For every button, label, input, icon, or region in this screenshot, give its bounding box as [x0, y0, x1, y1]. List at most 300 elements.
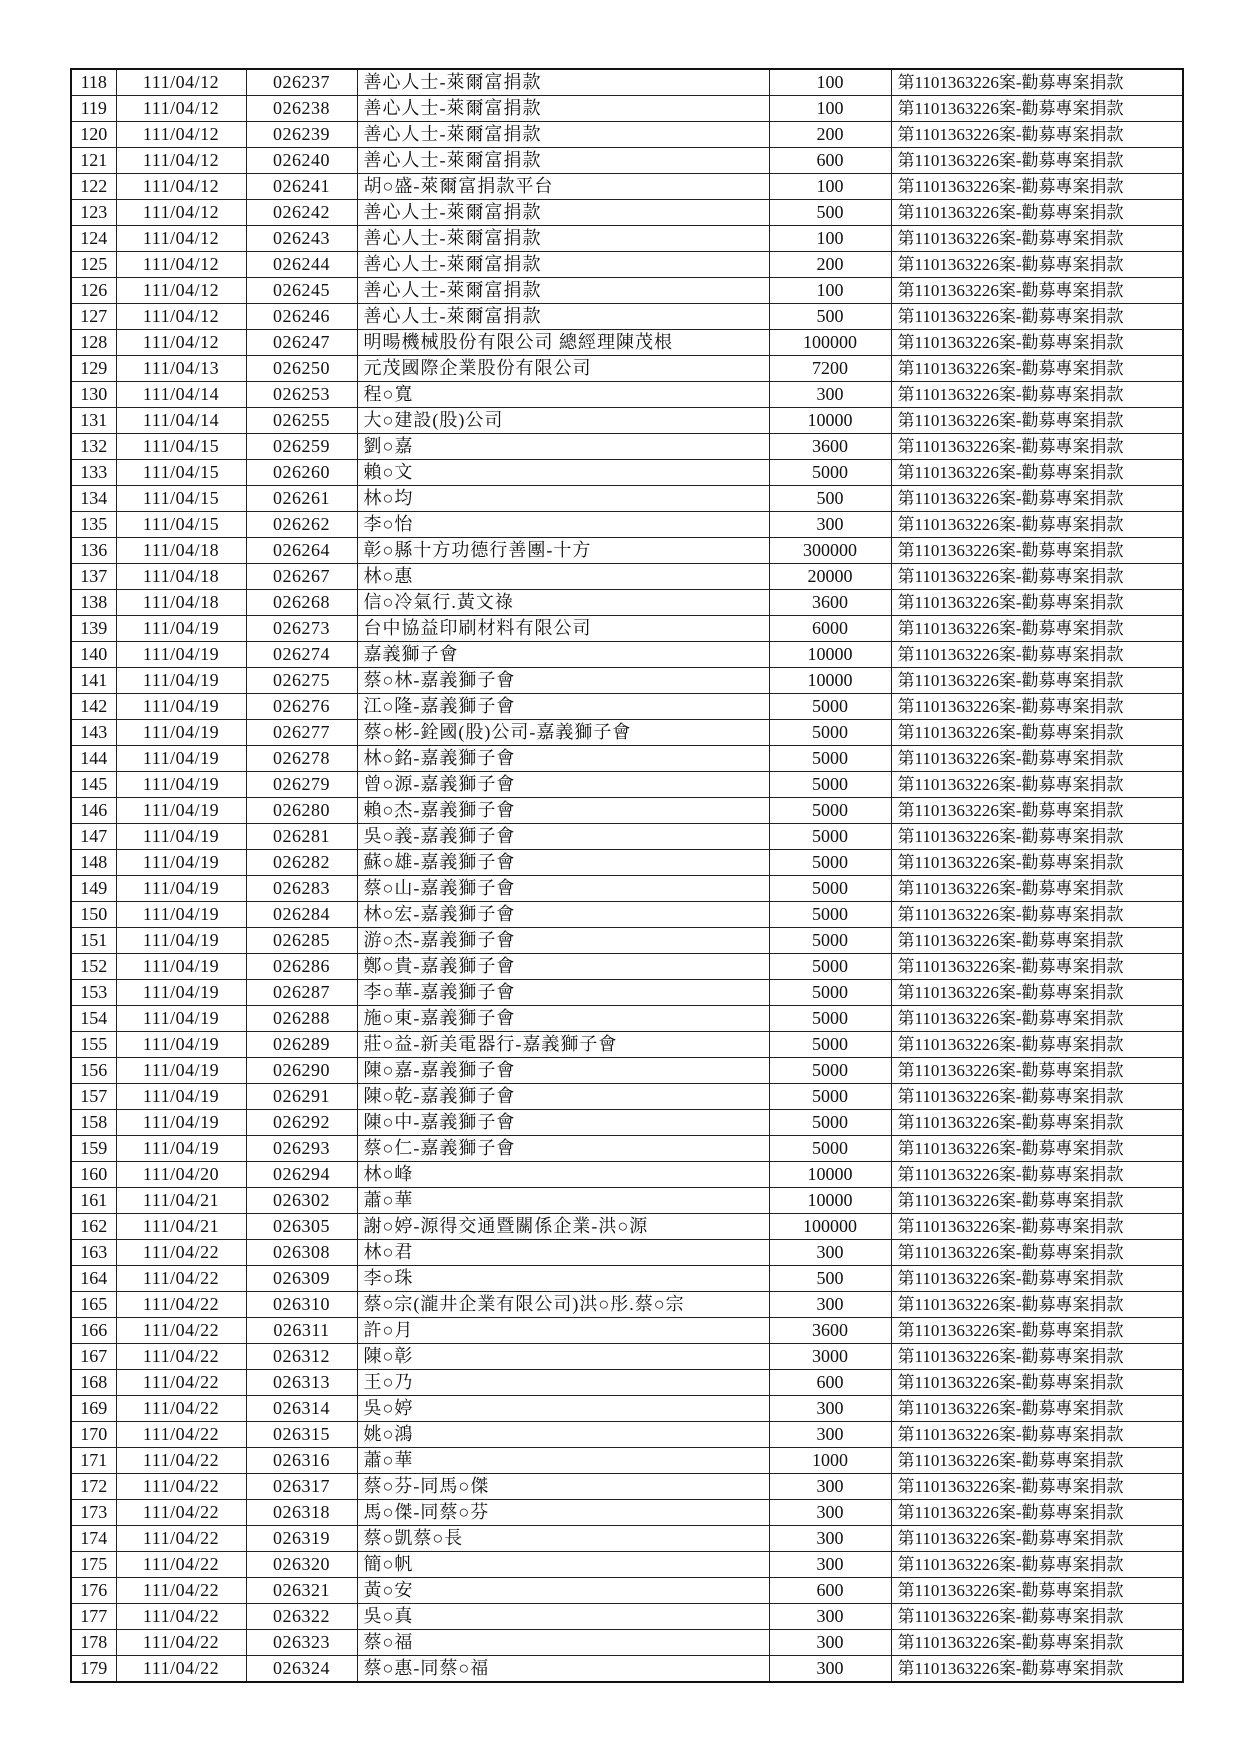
amount-cell: 5000	[769, 798, 891, 824]
table-row	[71, 1032, 1183, 1058]
receipt-number-cell: 026264	[246, 538, 357, 564]
receipt-number-cell: 026277	[246, 720, 357, 746]
row-number-cell: 169	[71, 1396, 116, 1422]
date-cell: 111/04/19	[116, 1084, 246, 1110]
row-number-cell: 132	[71, 434, 116, 460]
table-row	[71, 1578, 1183, 1604]
receipt-number-cell: 026267	[246, 564, 357, 590]
row-number-cell: 156	[71, 1058, 116, 1084]
date-cell: 111/04/22	[116, 1448, 246, 1474]
date-cell: 111/04/21	[116, 1188, 246, 1214]
row-number-cell: 177	[71, 1604, 116, 1630]
case-note-cell: 第1101363226案-勸募專案捐款	[891, 980, 1183, 1006]
case-note-cell: 第1101363226案-勸募專案捐款	[891, 304, 1183, 330]
amount-cell: 600	[769, 148, 891, 174]
amount-cell: 5000	[769, 746, 891, 772]
receipt-number-cell: 026243	[246, 226, 357, 252]
table-row	[71, 252, 1183, 278]
table-row	[71, 1656, 1183, 1683]
receipt-number-cell: 026284	[246, 902, 357, 928]
date-cell: 111/04/19	[116, 1032, 246, 1058]
amount-cell: 5000	[769, 772, 891, 798]
row-number-cell: 127	[71, 304, 116, 330]
receipt-number-cell: 026309	[246, 1266, 357, 1292]
table-row	[71, 1396, 1183, 1422]
amount-cell: 100	[769, 69, 891, 96]
row-number-cell: 148	[71, 850, 116, 876]
case-note-cell: 第1101363226案-勸募專案捐款	[891, 96, 1183, 122]
amount-cell: 300000	[769, 538, 891, 564]
amount-cell: 500	[769, 486, 891, 512]
row-number-cell: 129	[71, 356, 116, 382]
donor-name-cell: 林○惠	[357, 564, 769, 590]
amount-cell: 10000	[769, 642, 891, 668]
date-cell: 111/04/19	[116, 642, 246, 668]
case-note-cell: 第1101363226案-勸募專案捐款	[891, 1474, 1183, 1500]
date-cell: 111/04/19	[116, 668, 246, 694]
donor-name-cell: 胡○盛-萊爾富捐款平台	[357, 174, 769, 200]
table-row	[71, 1162, 1183, 1188]
row-number-cell: 170	[71, 1422, 116, 1448]
case-note-cell: 第1101363226案-勸募專案捐款	[891, 1630, 1183, 1656]
receipt-number-cell: 026305	[246, 1214, 357, 1240]
row-number-cell: 118	[71, 69, 116, 96]
donor-name-cell: 蕭○華	[357, 1188, 769, 1214]
case-note-cell: 第1101363226案-勸募專案捐款	[891, 252, 1183, 278]
receipt-number-cell: 026245	[246, 278, 357, 304]
donor-name-cell: 林○君	[357, 1240, 769, 1266]
table-row	[71, 1630, 1183, 1656]
receipt-number-cell: 026294	[246, 1162, 357, 1188]
date-cell: 111/04/19	[116, 746, 246, 772]
receipt-number-cell: 026316	[246, 1448, 357, 1474]
receipt-number-cell: 026289	[246, 1032, 357, 1058]
date-cell: 111/04/18	[116, 564, 246, 590]
table-row	[71, 642, 1183, 668]
donor-name-cell: 善心人士-萊爾富捐款	[357, 304, 769, 330]
receipt-number-cell: 026247	[246, 330, 357, 356]
donor-name-cell: 元茂國際企業股份有限公司	[357, 356, 769, 382]
donor-name-cell: 善心人士-萊爾富捐款	[357, 226, 769, 252]
row-number-cell: 160	[71, 1162, 116, 1188]
receipt-number-cell: 026291	[246, 1084, 357, 1110]
receipt-number-cell: 026317	[246, 1474, 357, 1500]
row-number-cell: 175	[71, 1552, 116, 1578]
case-note-cell: 第1101363226案-勸募專案捐款	[891, 1084, 1183, 1110]
case-note-cell: 第1101363226案-勸募專案捐款	[891, 1370, 1183, 1396]
row-number-cell: 142	[71, 694, 116, 720]
row-number-cell: 167	[71, 1344, 116, 1370]
case-note-cell: 第1101363226案-勸募專案捐款	[891, 1448, 1183, 1474]
amount-cell: 600	[769, 1578, 891, 1604]
donor-name-cell: 蔡○彬-銓國(股)公司-嘉義獅子會	[357, 720, 769, 746]
table-row	[71, 902, 1183, 928]
date-cell: 111/04/18	[116, 538, 246, 564]
table-row	[71, 590, 1183, 616]
donor-name-cell: 台中協益印刷材料有限公司	[357, 616, 769, 642]
row-number-cell: 145	[71, 772, 116, 798]
case-note-cell: 第1101363226案-勸募專案捐款	[891, 434, 1183, 460]
donor-name-cell: 善心人士-萊爾富捐款	[357, 148, 769, 174]
donor-name-cell: 陳○乾-嘉義獅子會	[357, 1084, 769, 1110]
amount-cell: 100	[769, 174, 891, 200]
receipt-number-cell: 026323	[246, 1630, 357, 1656]
table-row	[71, 772, 1183, 798]
date-cell: 111/04/21	[116, 1214, 246, 1240]
date-cell: 111/04/12	[116, 226, 246, 252]
table-row	[71, 720, 1183, 746]
table-row	[71, 564, 1183, 590]
amount-cell: 3000	[769, 1344, 891, 1370]
case-note-cell: 第1101363226案-勸募專案捐款	[891, 1058, 1183, 1084]
amount-cell: 300	[769, 1526, 891, 1552]
case-note-cell: 第1101363226案-勸募專案捐款	[891, 1552, 1183, 1578]
row-number-cell: 125	[71, 252, 116, 278]
case-note-cell: 第1101363226案-勸募專案捐款	[891, 1214, 1183, 1240]
receipt-number-cell: 026318	[246, 1500, 357, 1526]
receipt-number-cell: 026286	[246, 954, 357, 980]
amount-cell: 10000	[769, 1162, 891, 1188]
table-row	[71, 434, 1183, 460]
donor-name-cell: 陳○彰	[357, 1344, 769, 1370]
donor-name-cell: 吳○真	[357, 1604, 769, 1630]
date-cell: 111/04/19	[116, 850, 246, 876]
donation-table-body	[71, 69, 1183, 1682]
receipt-number-cell: 026253	[246, 382, 357, 408]
date-cell: 111/04/19	[116, 1058, 246, 1084]
date-cell: 111/04/22	[116, 1292, 246, 1318]
donor-name-cell: 莊○益-新美電器行-嘉義獅子會	[357, 1032, 769, 1058]
date-cell: 111/04/12	[116, 69, 246, 96]
amount-cell: 1000	[769, 1448, 891, 1474]
row-number-cell: 152	[71, 954, 116, 980]
case-note-cell: 第1101363226案-勸募專案捐款	[891, 174, 1183, 200]
table-row	[71, 798, 1183, 824]
receipt-number-cell: 026287	[246, 980, 357, 1006]
donor-name-cell: 善心人士-萊爾富捐款	[357, 200, 769, 226]
row-number-cell: 164	[71, 1266, 116, 1292]
row-number-cell: 121	[71, 148, 116, 174]
receipt-number-cell: 026275	[246, 668, 357, 694]
receipt-number-cell: 026321	[246, 1578, 357, 1604]
amount-cell: 20000	[769, 564, 891, 590]
date-cell: 111/04/22	[116, 1578, 246, 1604]
table-row	[71, 330, 1183, 356]
date-cell: 111/04/19	[116, 772, 246, 798]
row-number-cell: 178	[71, 1630, 116, 1656]
amount-cell: 10000	[769, 668, 891, 694]
date-cell: 111/04/19	[116, 720, 246, 746]
donor-name-cell: 蕭○華	[357, 1448, 769, 1474]
table-row	[71, 1318, 1183, 1344]
row-number-cell: 141	[71, 668, 116, 694]
case-note-cell: 第1101363226案-勸募專案捐款	[891, 1396, 1183, 1422]
receipt-number-cell: 026283	[246, 876, 357, 902]
row-number-cell: 174	[71, 1526, 116, 1552]
date-cell: 111/04/19	[116, 980, 246, 1006]
case-note-cell: 第1101363226案-勸募專案捐款	[891, 1344, 1183, 1370]
receipt-number-cell: 026290	[246, 1058, 357, 1084]
case-note-cell: 第1101363226案-勸募專案捐款	[891, 850, 1183, 876]
amount-cell: 5000	[769, 694, 891, 720]
date-cell: 111/04/18	[116, 590, 246, 616]
donor-name-cell: 鄭○貴-嘉義獅子會	[357, 954, 769, 980]
amount-cell: 5000	[769, 928, 891, 954]
case-note-cell: 第1101363226案-勸募專案捐款	[891, 512, 1183, 538]
donor-name-cell: 蔡○山-嘉義獅子會	[357, 876, 769, 902]
donor-name-cell: 林○銘-嘉義獅子會	[357, 746, 769, 772]
receipt-number-cell: 026278	[246, 746, 357, 772]
case-note-cell: 第1101363226案-勸募專案捐款	[891, 200, 1183, 226]
amount-cell: 300	[769, 1630, 891, 1656]
donor-name-cell: 信○冷氣行.黃文祿	[357, 590, 769, 616]
case-note-cell: 第1101363226案-勸募專案捐款	[891, 746, 1183, 772]
amount-cell: 5000	[769, 460, 891, 486]
date-cell: 111/04/22	[116, 1344, 246, 1370]
donor-name-cell: 蔡○仁-嘉義獅子會	[357, 1136, 769, 1162]
donor-name-cell: 林○均	[357, 486, 769, 512]
date-cell: 111/04/15	[116, 512, 246, 538]
date-cell: 111/04/15	[116, 460, 246, 486]
donor-name-cell: 嘉義獅子會	[357, 642, 769, 668]
date-cell: 111/04/19	[116, 1006, 246, 1032]
donor-name-cell: 陳○嘉-嘉義獅子會	[357, 1058, 769, 1084]
donor-name-cell: 蔡○凱蔡○長	[357, 1526, 769, 1552]
amount-cell: 300	[769, 1604, 891, 1630]
donor-name-cell: 程○寬	[357, 382, 769, 408]
date-cell: 111/04/20	[116, 1162, 246, 1188]
receipt-number-cell: 026279	[246, 772, 357, 798]
receipt-number-cell: 026315	[246, 1422, 357, 1448]
donor-name-cell: 明暘機械股份有限公司 總經理陳茂根	[357, 330, 769, 356]
receipt-number-cell: 026288	[246, 1006, 357, 1032]
row-number-cell: 124	[71, 226, 116, 252]
date-cell: 111/04/13	[116, 356, 246, 382]
table-row	[71, 824, 1183, 850]
date-cell: 111/04/12	[116, 330, 246, 356]
case-note-cell: 第1101363226案-勸募專案捐款	[891, 902, 1183, 928]
case-note-cell: 第1101363226案-勸募專案捐款	[891, 772, 1183, 798]
date-cell: 111/04/22	[116, 1396, 246, 1422]
date-cell: 111/04/14	[116, 408, 246, 434]
date-cell: 111/04/12	[116, 200, 246, 226]
date-cell: 111/04/19	[116, 798, 246, 824]
receipt-number-cell: 026302	[246, 1188, 357, 1214]
donor-name-cell: 游○杰-嘉義獅子會	[357, 928, 769, 954]
receipt-number-cell: 026314	[246, 1396, 357, 1422]
row-number-cell: 119	[71, 96, 116, 122]
receipt-number-cell: 026308	[246, 1240, 357, 1266]
donor-name-cell: 蔡○宗(瀧井企業有限公司)洪○彤.蔡○宗	[357, 1292, 769, 1318]
donor-name-cell: 吳○婷	[357, 1396, 769, 1422]
donor-name-cell: 林○峰	[357, 1162, 769, 1188]
case-note-cell: 第1101363226案-勸募專案捐款	[891, 824, 1183, 850]
table-row	[71, 1604, 1183, 1630]
donor-name-cell: 蔡○芬-同馬○傑	[357, 1474, 769, 1500]
table-row	[71, 928, 1183, 954]
table-row	[71, 1422, 1183, 1448]
amount-cell: 7200	[769, 356, 891, 382]
table-row	[71, 96, 1183, 122]
receipt-number-cell: 026276	[246, 694, 357, 720]
row-number-cell: 150	[71, 902, 116, 928]
case-note-cell: 第1101363226案-勸募專案捐款	[891, 928, 1183, 954]
amount-cell: 5000	[769, 824, 891, 850]
case-note-cell: 第1101363226案-勸募專案捐款	[891, 1292, 1183, 1318]
row-number-cell: 137	[71, 564, 116, 590]
table-row	[71, 1266, 1183, 1292]
row-number-cell: 151	[71, 928, 116, 954]
table-row	[71, 486, 1183, 512]
receipt-number-cell: 026311	[246, 1318, 357, 1344]
donor-name-cell: 善心人士-萊爾富捐款	[357, 96, 769, 122]
table-row	[71, 980, 1183, 1006]
case-note-cell: 第1101363226案-勸募專案捐款	[891, 616, 1183, 642]
receipt-number-cell: 026255	[246, 408, 357, 434]
date-cell: 111/04/12	[116, 174, 246, 200]
date-cell: 111/04/22	[116, 1370, 246, 1396]
date-cell: 111/04/22	[116, 1318, 246, 1344]
table-row	[71, 954, 1183, 980]
donor-name-cell: 蔡○林-嘉義獅子會	[357, 668, 769, 694]
donor-name-cell: 彰○縣十方功德行善團-十方	[357, 538, 769, 564]
date-cell: 111/04/19	[116, 876, 246, 902]
date-cell: 111/04/22	[116, 1422, 246, 1448]
table-row	[71, 1526, 1183, 1552]
amount-cell: 100	[769, 278, 891, 304]
donor-name-cell: 王○乃	[357, 1370, 769, 1396]
row-number-cell: 143	[71, 720, 116, 746]
row-number-cell: 136	[71, 538, 116, 564]
amount-cell: 300	[769, 1240, 891, 1266]
amount-cell: 300	[769, 1292, 891, 1318]
donor-name-cell: 林○宏-嘉義獅子會	[357, 902, 769, 928]
amount-cell: 600	[769, 1370, 891, 1396]
amount-cell: 5000	[769, 720, 891, 746]
table-row	[71, 1474, 1183, 1500]
table-row	[71, 226, 1183, 252]
amount-cell: 5000	[769, 850, 891, 876]
receipt-number-cell: 026293	[246, 1136, 357, 1162]
receipt-number-cell: 026246	[246, 304, 357, 330]
date-cell: 111/04/12	[116, 122, 246, 148]
table-row	[71, 1344, 1183, 1370]
row-number-cell: 133	[71, 460, 116, 486]
receipt-number-cell: 026319	[246, 1526, 357, 1552]
amount-cell: 10000	[769, 408, 891, 434]
case-note-cell: 第1101363226案-勸募專案捐款	[891, 382, 1183, 408]
amount-cell: 5000	[769, 1058, 891, 1084]
row-number-cell: 168	[71, 1370, 116, 1396]
receipt-number-cell: 026237	[246, 69, 357, 96]
row-number-cell: 173	[71, 1500, 116, 1526]
amount-cell: 500	[769, 200, 891, 226]
receipt-number-cell: 026240	[246, 148, 357, 174]
table-row	[71, 408, 1183, 434]
row-number-cell: 166	[71, 1318, 116, 1344]
amount-cell: 300	[769, 512, 891, 538]
table-row	[71, 746, 1183, 772]
amount-cell: 5000	[769, 980, 891, 1006]
date-cell: 111/04/12	[116, 278, 246, 304]
donor-name-cell: 陳○中-嘉義獅子會	[357, 1110, 769, 1136]
amount-cell: 300	[769, 1500, 891, 1526]
receipt-number-cell: 026273	[246, 616, 357, 642]
date-cell: 111/04/19	[116, 902, 246, 928]
receipt-number-cell: 026292	[246, 1110, 357, 1136]
donor-name-cell: 蘇○雄-嘉義獅子會	[357, 850, 769, 876]
amount-cell: 300	[769, 1552, 891, 1578]
row-number-cell: 155	[71, 1032, 116, 1058]
amount-cell: 5000	[769, 1110, 891, 1136]
receipt-number-cell: 026259	[246, 434, 357, 460]
table-row	[71, 278, 1183, 304]
case-note-cell: 第1101363226案-勸募專案捐款	[891, 1006, 1183, 1032]
row-number-cell: 130	[71, 382, 116, 408]
receipt-number-cell: 026313	[246, 1370, 357, 1396]
case-note-cell: 第1101363226案-勸募專案捐款	[891, 590, 1183, 616]
row-number-cell: 134	[71, 486, 116, 512]
donor-name-cell: 善心人士-萊爾富捐款	[357, 69, 769, 96]
case-note-cell: 第1101363226案-勸募專案捐款	[891, 954, 1183, 980]
amount-cell: 5000	[769, 902, 891, 928]
row-number-cell: 157	[71, 1084, 116, 1110]
case-note-cell: 第1101363226案-勸募專案捐款	[891, 1266, 1183, 1292]
date-cell: 111/04/22	[116, 1604, 246, 1630]
table-row	[71, 1110, 1183, 1136]
date-cell: 111/04/19	[116, 824, 246, 850]
receipt-number-cell: 026250	[246, 356, 357, 382]
case-note-cell: 第1101363226案-勸募專案捐款	[891, 798, 1183, 824]
table-row	[71, 382, 1183, 408]
case-note-cell: 第1101363226案-勸募專案捐款	[891, 1318, 1183, 1344]
date-cell: 111/04/14	[116, 382, 246, 408]
donor-name-cell: 蔡○福	[357, 1630, 769, 1656]
date-cell: 111/04/22	[116, 1500, 246, 1526]
table-row	[71, 1500, 1183, 1526]
donor-name-cell: 江○隆-嘉義獅子會	[357, 694, 769, 720]
amount-cell: 3600	[769, 590, 891, 616]
table-row	[71, 174, 1183, 200]
table-row	[71, 668, 1183, 694]
donor-name-cell: 李○珠	[357, 1266, 769, 1292]
case-note-cell: 第1101363226案-勸募專案捐款	[891, 1162, 1183, 1188]
table-row	[71, 1448, 1183, 1474]
receipt-number-cell: 026242	[246, 200, 357, 226]
table-row	[71, 460, 1183, 486]
table-row	[71, 538, 1183, 564]
case-note-cell: 第1101363226案-勸募專案捐款	[891, 408, 1183, 434]
amount-cell: 200	[769, 122, 891, 148]
amount-cell: 100000	[769, 1214, 891, 1240]
table-row	[71, 69, 1183, 96]
date-cell: 111/04/22	[116, 1656, 246, 1683]
row-number-cell: 179	[71, 1656, 116, 1683]
table-row	[71, 1188, 1183, 1214]
row-number-cell: 122	[71, 174, 116, 200]
row-number-cell: 139	[71, 616, 116, 642]
date-cell: 111/04/12	[116, 148, 246, 174]
row-number-cell: 163	[71, 1240, 116, 1266]
case-note-cell: 第1101363226案-勸募專案捐款	[891, 1578, 1183, 1604]
date-cell: 111/04/19	[116, 1136, 246, 1162]
case-note-cell: 第1101363226案-勸募專案捐款	[891, 330, 1183, 356]
date-cell: 111/04/15	[116, 486, 246, 512]
amount-cell: 5000	[769, 1006, 891, 1032]
receipt-number-cell: 026261	[246, 486, 357, 512]
case-note-cell: 第1101363226案-勸募專案捐款	[891, 1188, 1183, 1214]
case-note-cell: 第1101363226案-勸募專案捐款	[891, 356, 1183, 382]
